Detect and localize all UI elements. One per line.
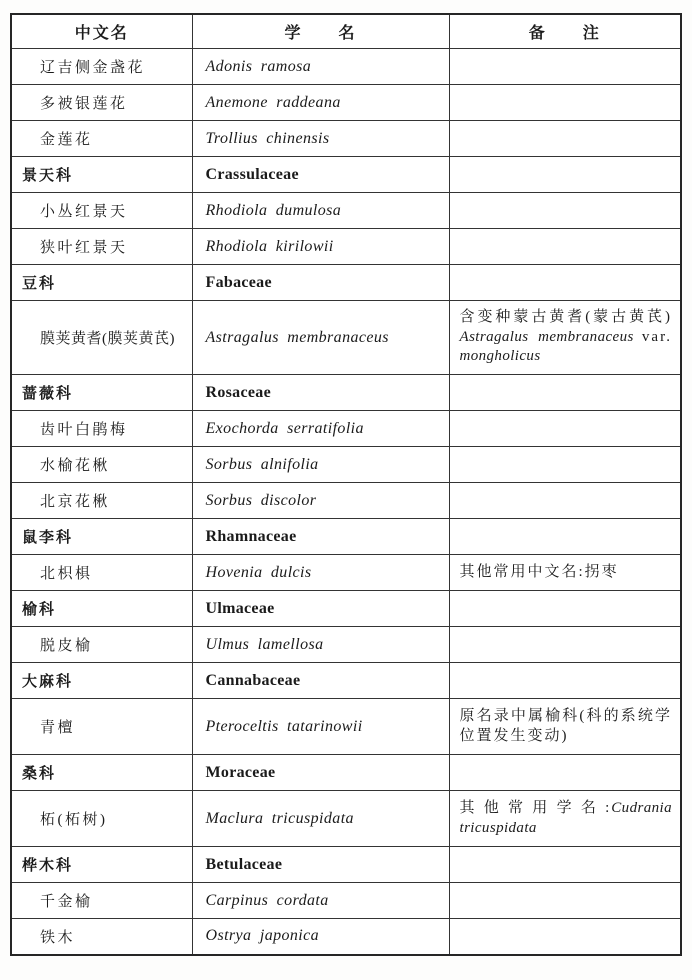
scientific-name-cell <box>192 847 449 883</box>
scientific-name-cell <box>192 699 449 755</box>
chinese-name-cell: 青檀 <box>11 699 192 755</box>
chinese-name-cell: 豆科 <box>11 265 192 301</box>
chinese-name-cell: 齿叶白鹃梅 <box>11 411 192 447</box>
scientific-name-text: Ulmaceae <box>205 599 275 617</box>
chinese-name-cell: 千金榆 <box>11 883 192 919</box>
species-row <box>11 229 681 265</box>
scientific-name-text: Cannabaceae <box>205 671 301 689</box>
chinese-name-cell: 桦木科 <box>11 847 192 883</box>
chinese-name-cell: 铁木 <box>11 919 192 955</box>
note-text-segment: mongholicus <box>459 348 541 365</box>
note-cell <box>449 663 681 699</box>
scientific-name-cell <box>192 301 449 375</box>
chinese-name-cell: 榆科 <box>11 591 192 627</box>
scientific-name-text: Pteroceltis tatarinowii <box>205 717 363 735</box>
family-row <box>11 375 681 411</box>
chinese-name-cell: 北京花楸 <box>11 483 192 519</box>
table-body <box>11 49 681 955</box>
scientific-name-text: Rhodiola kirilowii <box>205 237 334 255</box>
scientific-name-cell <box>192 663 449 699</box>
scientific-name-cell <box>192 519 449 555</box>
note-cell <box>449 919 681 955</box>
family-row <box>11 755 681 791</box>
chinese-name-cell: 蔷薇科 <box>11 375 192 411</box>
species-row <box>11 699 681 755</box>
note-cell <box>449 157 681 193</box>
note-cell <box>449 301 681 375</box>
chinese-name-cell: 北枳椇 <box>11 555 192 591</box>
note-cell <box>449 555 681 591</box>
species-row <box>11 411 681 447</box>
scientific-name-text: Moraceae <box>205 763 276 781</box>
column-header-scientific-name: 学 名 <box>192 14 449 49</box>
chinese-name-cell: 金莲花 <box>11 121 192 157</box>
chinese-name-cell: 膜荚黄耆(膜荚黄芪) <box>11 301 192 375</box>
note-cell <box>449 883 681 919</box>
scientific-name-cell <box>192 883 449 919</box>
species-row <box>11 919 681 955</box>
scientific-name-cell <box>192 919 449 955</box>
chinese-name-cell: 脱皮榆 <box>11 627 192 663</box>
scientific-name-cell <box>192 483 449 519</box>
note-text-segment: 其他常用学名: <box>459 799 612 816</box>
note-text-segment: Astragalus membranaceus <box>459 328 634 345</box>
species-row <box>11 791 681 847</box>
note-cell <box>449 85 681 121</box>
scientific-name-text: Betulaceae <box>205 855 283 873</box>
species-row <box>11 85 681 121</box>
species-row <box>11 301 681 375</box>
table-header <box>11 14 681 49</box>
column-header-chinese-name: 中文名 <box>11 14 192 49</box>
note-cell <box>449 755 681 791</box>
note-cell <box>449 699 681 755</box>
scientific-name-text: Astragalus membranaceus <box>205 328 389 346</box>
note-cell <box>449 411 681 447</box>
scientific-name-text: Trollius chinensis <box>205 129 330 147</box>
family-row <box>11 591 681 627</box>
scientific-name-text: Crassulaceae <box>205 165 299 183</box>
scientific-name-cell <box>192 447 449 483</box>
species-row <box>11 49 681 85</box>
note-cell <box>449 627 681 663</box>
scientific-name-text: Ostrya japonica <box>205 927 320 945</box>
scientific-name-text: Hovenia dulcis <box>205 563 312 581</box>
note-text-segment: 其他常用中文名:拐枣 <box>459 563 619 580</box>
note-text-segment: var. <box>633 328 672 345</box>
scientific-name-text: Anemone raddeana <box>205 93 341 111</box>
family-row <box>11 265 681 301</box>
chinese-name-cell: 水榆花楸 <box>11 447 192 483</box>
note-cell <box>449 193 681 229</box>
species-row <box>11 447 681 483</box>
species-row <box>11 627 681 663</box>
scientific-name-cell <box>192 49 449 85</box>
column-header-notes: 备 注 <box>449 14 681 49</box>
note-cell <box>449 229 681 265</box>
scientific-name-text: Fabaceae <box>205 273 272 291</box>
scientific-name-cell <box>192 265 449 301</box>
note-cell <box>449 49 681 85</box>
note-text-segment: Cudrania tricuspidata <box>459 799 672 836</box>
scientific-name-cell <box>192 411 449 447</box>
note-cell <box>449 847 681 883</box>
species-row <box>11 121 681 157</box>
scientific-name-text: Sorbus alnifolia <box>205 455 319 473</box>
scientific-name-cell <box>192 591 449 627</box>
scientific-name-cell <box>192 85 449 121</box>
chinese-name-cell: 景天科 <box>11 157 192 193</box>
scientific-name-cell <box>192 755 449 791</box>
species-row <box>11 483 681 519</box>
family-row <box>11 519 681 555</box>
note-cell <box>449 265 681 301</box>
chinese-name-cell: 桑科 <box>11 755 192 791</box>
scientific-name-text: Carpinus cordata <box>205 891 329 909</box>
scientific-name-cell <box>192 157 449 193</box>
scientific-name-text: Ulmus lamellosa <box>205 635 324 653</box>
scientific-name-text: Maclura tricuspidata <box>205 809 354 827</box>
scientific-name-cell <box>192 555 449 591</box>
note-cell <box>449 375 681 411</box>
plant-species-table <box>10 13 682 956</box>
scientific-name-cell <box>192 229 449 265</box>
species-row <box>11 193 681 229</box>
chinese-name-cell: 柘(柘树) <box>11 791 192 847</box>
species-row <box>11 883 681 919</box>
scientific-name-text: Adonis ramosa <box>205 57 312 75</box>
note-text-segment: 原名录中属榆科(科的系统学位置发生变动) <box>459 707 672 744</box>
note-cell <box>449 519 681 555</box>
family-row <box>11 157 681 193</box>
species-row <box>11 555 681 591</box>
scientific-name-text: Rhamnaceae <box>205 527 297 545</box>
note-text-segment: 含变种蒙古黄耆(蒙古黄芪) <box>459 308 672 325</box>
chinese-name-cell: 大麻科 <box>11 663 192 699</box>
chinese-name-cell: 小丛红景天 <box>11 193 192 229</box>
family-row <box>11 847 681 883</box>
note-cell <box>449 483 681 519</box>
header-row <box>11 14 681 49</box>
scientific-name-text: Rosaceae <box>205 383 271 401</box>
note-cell <box>449 791 681 847</box>
scientific-name-cell <box>192 791 449 847</box>
scientific-name-text: Exochorda serratifolia <box>205 419 364 437</box>
note-cell <box>449 591 681 627</box>
scientific-name-cell <box>192 375 449 411</box>
note-cell <box>449 447 681 483</box>
chinese-name-cell: 辽吉侧金盏花 <box>11 49 192 85</box>
chinese-name-cell: 多被银莲花 <box>11 85 192 121</box>
note-cell <box>449 121 681 157</box>
scientific-name-cell <box>192 193 449 229</box>
chinese-name-cell: 鼠李科 <box>11 519 192 555</box>
scientific-name-cell <box>192 121 449 157</box>
scientific-name-text: Sorbus discolor <box>205 491 317 509</box>
chinese-name-cell: 狭叶红景天 <box>11 229 192 265</box>
family-row <box>11 663 681 699</box>
scientific-name-cell <box>192 627 449 663</box>
scientific-name-text: Rhodiola dumulosa <box>205 201 342 219</box>
